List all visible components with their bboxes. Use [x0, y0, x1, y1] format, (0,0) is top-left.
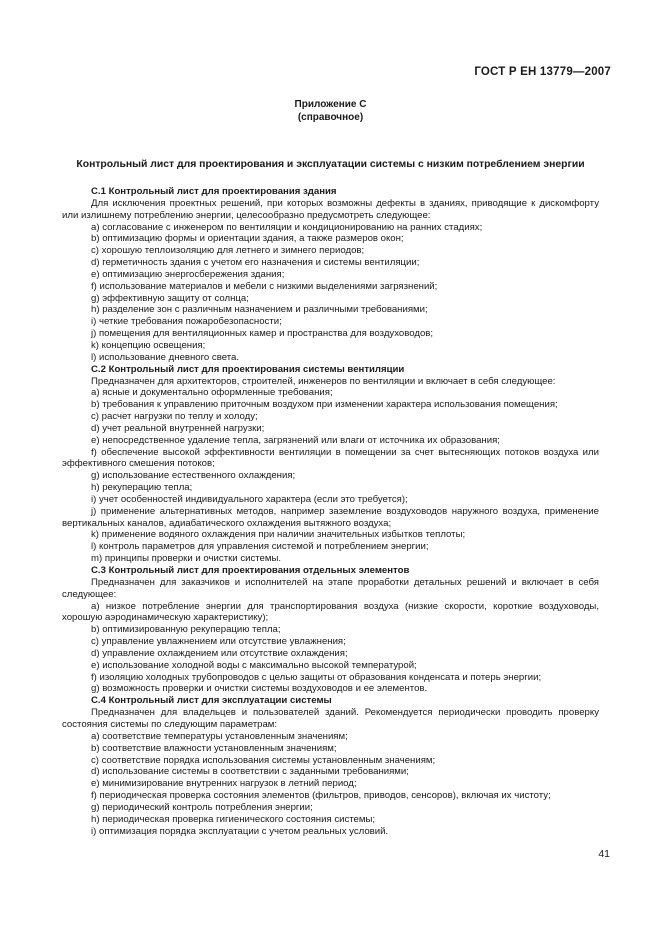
standard-code: ГОСТ Р ЕН 13779—2007: [474, 66, 611, 78]
list-item: f) использование материалов и мебели с низкими выделениями загрязнений;: [91, 280, 438, 292]
list-item: e) использование холодной воды с максимально высокой температурой;: [91, 659, 417, 671]
annex-subtitle: (справочное): [297, 112, 364, 123]
list-item: d) использование системы в соответствии с заданными требованиями;: [91, 766, 409, 778]
list-item: f) периодическая проверка состояния элементов (фильтров, приводов, сенсоров), включая их чистоту;: [91, 790, 551, 802]
page-title: Контрольный лист для проектирования и эксплуатации системы с низким потреблением энергии: [76, 159, 585, 170]
list-item: d) герметичность здания с учетом его назначения и системы вентиляции;: [91, 257, 420, 269]
list-item: c) расчет нагрузки по теплу и холоду;: [91, 411, 258, 423]
list-item: k) концепцию освещения;: [91, 339, 206, 351]
annex-title: Приложение С: [294, 99, 367, 110]
section-c1: [62, 186, 599, 364]
section-c3: [62, 565, 599, 695]
list-item: i) четкие требования пожаробезопасности;: [91, 316, 282, 328]
list-item: j) помещения для вентиляционных камер и пространства для воздуховодов;: [91, 328, 434, 340]
list-item: a) низкое потребление энергии для транспортирования воздуха (низкие скорости, короткие воздуховоды, хорошую аэродинамическую характеристику);: [62, 600, 599, 624]
list-item: g) использование естественного охлаждения;: [91, 470, 296, 482]
section-title: С.2 Контрольный лист для проектирования системы вентиляции: [91, 363, 405, 375]
list-item: j) применение альтернативных методов, например заземление воздуховодов наружного воздуха, применение вертикальных каналов, адиабатического охлаждения вытяжного воздуха;: [62, 505, 599, 529]
list-item: a) соответствие температуры установленным значениям;: [91, 730, 348, 742]
list-item: i) учет особенностей индивидуального характера (если это требуется);: [91, 493, 408, 505]
list-item: c) хорошую теплоизоляцию для летнего и зимнего периодов;: [91, 245, 365, 257]
list-item: b) оптимизацию формы и ориентации здания, а также размеров окон;: [91, 233, 404, 245]
section-c4: [62, 695, 599, 837]
document-body: [62, 186, 599, 837]
list-item: m) принципы проверки и очистки системы.: [91, 553, 282, 565]
section-title: С.3 Контрольный лист для проектирования отдельных элементов: [91, 565, 410, 576]
list-item: b) оптимизированную рекуперацию тепла;: [91, 624, 281, 636]
list-item: i) оптимизация порядка эксплуатации с учетом реальных условий.: [91, 825, 389, 837]
list-item: a) согласование с инженером по вентиляции и кондиционированию на ранних стадиях;: [91, 221, 483, 233]
list-item: e) оптимизацию энергосбережения здания;: [91, 268, 285, 280]
list-item: b) требования к управлению приточным воздухом при изменении характера использования помещения;: [91, 399, 558, 411]
section-intro: Для исключения проектных решений, при которых возможны дефекты в зданиях, приводящие к дискомфорту или излишнему потреблению энергии, целесообразно предусмотреть следующее:: [62, 197, 599, 221]
section-intro: Предназначен для архитекторов, строителей, инженеров по вентиляции и включает в себя следующее:: [91, 375, 556, 387]
list-item: f) изоляцию холодных трубопроводов с целью защиты от образования конденсата и потерь энергии;: [91, 671, 542, 683]
list-item: k) применение водяного охлаждения при наличии значительных избытков теплоты;: [91, 529, 466, 541]
list-item: d) управление охлаждением или отсутствие охлаждения;: [91, 647, 348, 659]
list-item: l) контроль параметров для управления системой и потреблением энергии;: [91, 541, 429, 553]
section-c2: [62, 364, 599, 565]
list-item: h) разделение зон с различным назначением и различными требованиями;: [91, 304, 428, 316]
list-item: e) минимизирование внутренних нагрузок в летний период;: [91, 778, 357, 790]
page-number: 41: [598, 848, 610, 860]
list-item: f) обеспечение высокой эффективности вентиляции в помещении за счет вытесняющих потоков воздуха или эффективного смешения потоков;: [62, 446, 599, 470]
list-item: g) возможность проверки и очистки системы воздуховодов и ее элементов.: [91, 683, 428, 695]
list-item: d) учет реальной внутренней нагрузки;: [91, 422, 265, 434]
list-item: e) непосредственное удаление тепла, загрязнений или влаги от источника их образования;: [91, 434, 500, 446]
list-item: c) соответствие порядка использования системы установленным значениям;: [91, 754, 436, 766]
list-item: b) соответствие влажности установленным значениям;: [91, 742, 337, 754]
list-item: l) использование дневного света.: [91, 351, 240, 363]
section-title: С.4 Контрольный лист для эксплуатации системы: [91, 695, 332, 707]
section-intro: Предназначен для владельцев и пользователей зданий. Рекомендуется периодически проводить проверку состояния системы по следующим параметрам:: [62, 707, 599, 730]
list-item: h) рекуперацию тепла;: [91, 482, 193, 494]
list-item: h) периодическая проверка гигиенического состояния системы;: [91, 813, 376, 825]
list-item: c) управление увлажнением или отсутствие увлажнения;: [91, 636, 346, 648]
list-item: a) ясные и документально оформленные требования;: [91, 387, 333, 399]
list-item: g) эффективную защиту от солнца;: [91, 292, 249, 304]
list-item: g) периодический контроль потребления энергии;: [91, 801, 313, 813]
section-intro: Предназначен для заказчиков и исполнителей на этапе проработки детальных решений и включает в себя следующее:: [62, 576, 599, 600]
annex-heading: [0, 98, 661, 124]
section-title: С.1 Контрольный лист для проектирования здания: [91, 186, 337, 197]
